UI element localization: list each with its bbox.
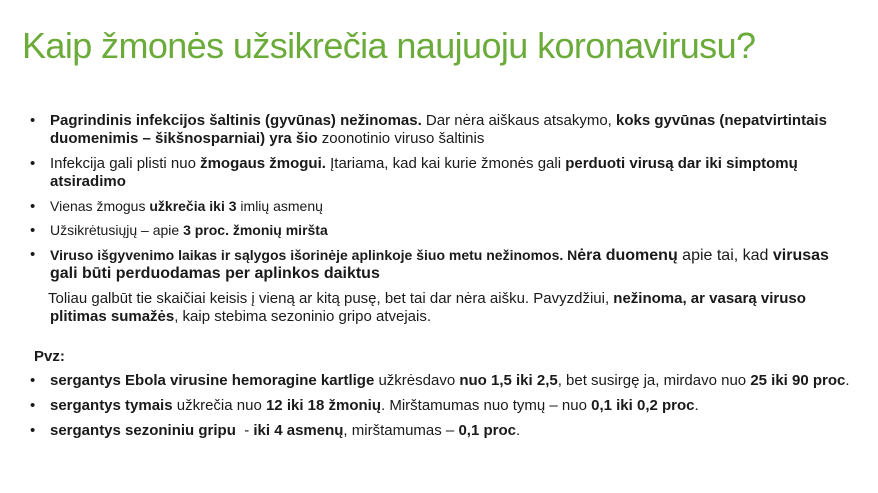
example-item-flu — [26, 422, 856, 440]
text: Vienas žmogus — [50, 198, 150, 214]
bold-text: 12 iki 18 žmonių — [265, 397, 382, 414]
bullet-item-source — [26, 112, 856, 148]
text: Infekcija gali plisti nuo — [50, 155, 201, 172]
text: . — [845, 372, 850, 389]
examples-bullet-list — [26, 372, 856, 440]
bold-text: 0,1 iki 0,2 proc — [591, 397, 695, 414]
text: apie tai, kad — [677, 247, 773, 264]
bold-text: 3 proc. žmonių miršta — [183, 222, 328, 238]
bold-text: 25 iki 90 proc — [750, 372, 846, 389]
bullet-icon: • — [30, 222, 36, 239]
text: , bet susirgę ja, mirdavo nuo — [557, 372, 751, 389]
bold-text: sergantys Ebola virusine hemoragine kartlige — [50, 372, 375, 389]
bold-text: užkrečia iki 3 — [149, 198, 237, 214]
slide-title: Kaip žmonės užsikrečia naujuoju koronavirusu? — [22, 25, 756, 66]
bold-text: sergantys tymais — [50, 397, 173, 414]
slide-content — [26, 112, 856, 447]
bullet-icon: • — [30, 397, 36, 414]
text: - — [235, 422, 254, 439]
example-item-ebola — [26, 372, 856, 390]
text: užkrečia nuo — [172, 397, 266, 414]
main-bullet-list — [26, 112, 856, 283]
examples-label: Pvz: — [34, 348, 65, 365]
bullet-icon: • — [30, 422, 36, 439]
bold-text: žmogaus žmogui. — [200, 155, 326, 172]
bold-text: koks gyvūnas (nepatvirtintais duomenimis – šikšnosparniai) yra šio — [50, 112, 827, 147]
bullet-icon: • — [30, 112, 36, 129]
bullet-icon: • — [30, 198, 36, 215]
bullet-item-survival — [26, 246, 856, 283]
text: užkrėsdavo — [374, 372, 460, 389]
text: . — [515, 422, 521, 439]
bold-text: ėra duomenų — [577, 247, 678, 264]
example-item-measles — [26, 397, 856, 415]
text: Įtariama, kad kai kurie žmonės gali — [325, 155, 566, 172]
bold-text: nežinoma, ar vasarą viruso plitimas sumažės — [50, 290, 806, 325]
bold-text: nuo 1,5 iki 2,5 — [459, 372, 558, 389]
text: Dar nėra aiškaus atsakymo, — [421, 112, 617, 129]
bold-text: virusas gali būti perduodamas per aplinkos daiktus — [50, 247, 829, 282]
bold-text: Viruso išgyvenimo laikas ir sąlygos išorinėje aplinkoje šiuo metu nežinomos. N — [50, 247, 578, 263]
bullet-icon: • — [30, 246, 36, 263]
text: . Mirštamumas nuo tymų – nuo — [381, 397, 592, 414]
text: . — [694, 397, 699, 414]
bullet-icon: • — [30, 372, 36, 389]
bullet-item-infects — [26, 198, 856, 215]
text: , kaip stebima sezoninio gripo atvejais. — [174, 308, 432, 325]
bold-text: perduoti virusą dar iki simptomų atsiradimo — [50, 155, 798, 190]
bullet-item-mortality — [26, 222, 856, 239]
bold-text: Pagrindinis infekcijos šaltinis (gyvūnas) nežinomas. — [50, 112, 422, 129]
bullet-icon: • — [30, 155, 36, 172]
note-paragraph — [26, 290, 856, 326]
text: Toliau galbūt tie skaičiai keisis į vieną ar kitą pusę, bet tai dar nėra aišku. Pavyzdžiui, — [48, 290, 614, 307]
bold-text: 0,1 proc — [458, 422, 516, 439]
text: Užsikrėtusiųjų – apie — [50, 222, 184, 238]
text: imlių asmenų — [236, 198, 323, 214]
bullet-item-transmission — [26, 155, 856, 191]
text: zoonotinio viruso šaltinis — [317, 130, 485, 147]
bold-text: iki 4 asmenų — [253, 422, 344, 439]
text: , mirštamumas – — [343, 422, 459, 439]
bold-text: sergantys sezoniniu gripu — [50, 422, 236, 439]
